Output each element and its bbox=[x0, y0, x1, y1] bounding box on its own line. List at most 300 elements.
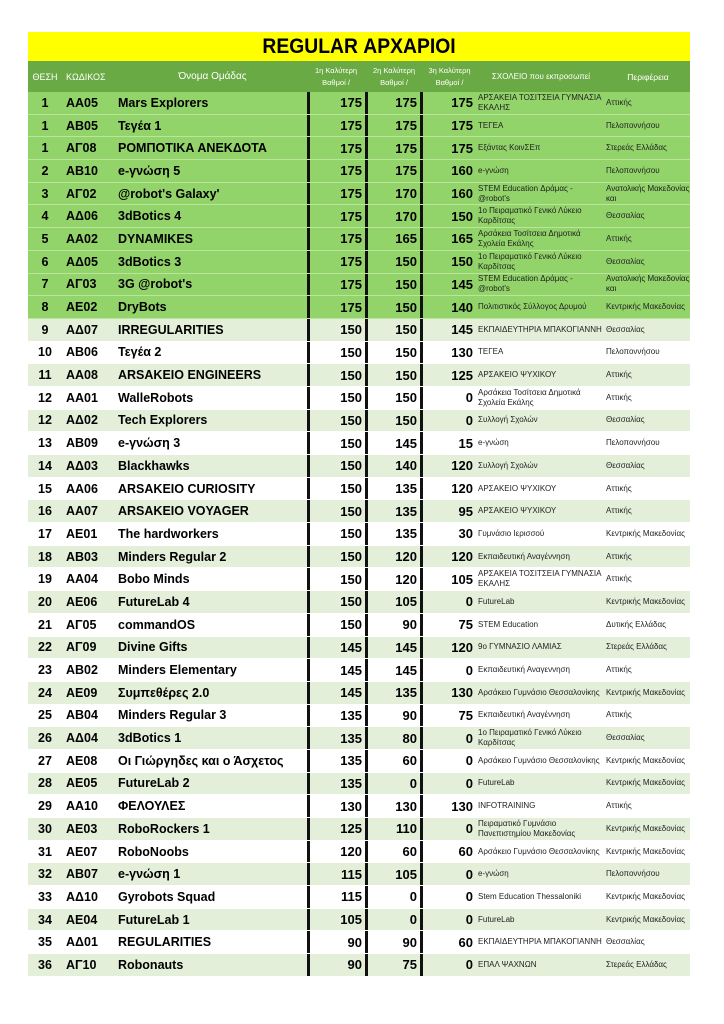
team-name-cell: The hardworkers bbox=[118, 526, 219, 541]
position-cell: 31 bbox=[38, 844, 52, 859]
table-row bbox=[28, 841, 690, 864]
school-cell: 1ο Πειραματικό Γενικό Λύκειο Καρδίτσας bbox=[478, 728, 582, 748]
score3-cell: 0 bbox=[465, 753, 473, 769]
code-cell: ΑΒ06 bbox=[66, 345, 98, 360]
table-row bbox=[28, 682, 690, 705]
score3-cell: 160 bbox=[451, 163, 473, 179]
school-cell: Εκπαιδευτική Αναγεννηση bbox=[478, 665, 570, 675]
score2-cell: 150 bbox=[365, 274, 423, 296]
table-row bbox=[28, 795, 690, 818]
region-cell: Κεντρικής Μακεδονίας bbox=[606, 891, 685, 901]
score3-cell: 0 bbox=[465, 866, 473, 882]
school-cell: Εξάντας ΚοινΣΕπ bbox=[478, 143, 541, 153]
score2-cell: 90 bbox=[365, 705, 423, 727]
region-cell: Αττικής bbox=[606, 710, 632, 720]
score1-cell: 150 bbox=[307, 523, 365, 545]
position-cell: 8 bbox=[41, 300, 49, 315]
score1-cell: 175 bbox=[307, 274, 365, 296]
score3-cell: 0 bbox=[465, 594, 473, 610]
region-cell: Στερεάς Ελλάδας bbox=[606, 642, 667, 652]
score3-cell: 0 bbox=[465, 662, 473, 678]
score1-cell: 120 bbox=[307, 841, 365, 863]
region-cell: Θεσσαλίας bbox=[606, 937, 645, 947]
score2-cell: 150 bbox=[365, 387, 423, 409]
table-row bbox=[28, 478, 690, 501]
score2-cell: 175 bbox=[365, 115, 423, 137]
region-cell: Στερεάς Ελλάδας bbox=[606, 959, 667, 969]
table-row bbox=[28, 410, 690, 433]
table-row bbox=[28, 432, 690, 455]
table-row bbox=[28, 274, 690, 297]
school-cell: ΑΡΣΑΚΕΙΟ ΨΥΧΙΚΟΥ bbox=[478, 370, 557, 380]
school-cell: STEM Education Δράμας - @robot's bbox=[478, 183, 573, 203]
position-cell: 18 bbox=[38, 549, 52, 564]
team-name-cell: Bobo Minds bbox=[118, 572, 190, 587]
region-cell: Θεσσαλίας bbox=[606, 733, 645, 743]
code-cell: ΑΑ06 bbox=[66, 481, 98, 496]
header-region: Περιφέρεια bbox=[627, 71, 669, 82]
table-row bbox=[28, 160, 690, 183]
score2-cell: 170 bbox=[365, 205, 423, 227]
position-cell: 21 bbox=[38, 617, 52, 632]
score3-cell: 95 bbox=[458, 503, 473, 519]
school-cell: Αρσάκειο Γυμνάσιο Θεσσαλονίκης bbox=[478, 755, 600, 765]
position-cell: 9 bbox=[41, 322, 49, 337]
region-cell: Κεντρικής Μακεδονίας bbox=[606, 846, 685, 856]
code-cell: ΑΔ06 bbox=[66, 209, 98, 224]
score2-cell: 0 bbox=[365, 773, 423, 795]
table-row bbox=[28, 818, 690, 841]
header-code: ΚΩΔΙΚΟΣ bbox=[66, 71, 106, 82]
code-cell: ΑΑ05 bbox=[66, 95, 98, 110]
score1-cell: 175 bbox=[307, 115, 365, 137]
school-cell: Γυμνάσιο Ιερισσού bbox=[478, 528, 545, 538]
region-cell: Κεντρικής Μακεδονίας bbox=[606, 914, 685, 924]
position-cell: 1 bbox=[41, 95, 49, 110]
team-name-cell: DryBots bbox=[118, 300, 167, 315]
table-row bbox=[28, 727, 690, 750]
position-cell: 3 bbox=[41, 186, 49, 201]
table-row bbox=[28, 863, 690, 886]
score2-cell: 75 bbox=[365, 954, 423, 976]
team-name-cell: @robot's Galaxy' bbox=[118, 186, 220, 201]
score2-cell: 135 bbox=[365, 478, 423, 500]
code-cell: ΑΕ07 bbox=[66, 844, 98, 859]
table-row bbox=[28, 92, 690, 115]
code-cell: ΑΓ08 bbox=[66, 141, 97, 156]
position-cell: 10 bbox=[38, 345, 52, 360]
score2-cell: 0 bbox=[365, 909, 423, 931]
code-cell: ΑΓ09 bbox=[66, 640, 97, 655]
team-name-cell: Minders Elementary bbox=[118, 663, 237, 678]
code-cell: ΑΕ04 bbox=[66, 912, 98, 927]
score1-cell: 90 bbox=[307, 931, 365, 953]
position-cell: 16 bbox=[38, 504, 52, 519]
team-name-cell: Blackhawks bbox=[118, 458, 190, 473]
school-cell: STEM Education Δράμας - @robot's bbox=[478, 274, 573, 294]
score2-cell: 135 bbox=[365, 523, 423, 545]
score2-cell: 150 bbox=[365, 364, 423, 386]
code-cell: ΑΔ01 bbox=[66, 935, 98, 950]
score3-cell: 0 bbox=[465, 775, 473, 791]
code-cell: ΑΕ09 bbox=[66, 685, 98, 700]
header-position: ΘΕΣΗ bbox=[32, 71, 58, 82]
school-cell: ΑΡΣΑΚΕΙΟ ΨΥΧΙΚΟΥ bbox=[478, 506, 557, 516]
region-cell: Πελοποννήσου bbox=[606, 347, 660, 357]
team-name-cell: e-γνώση 1 bbox=[118, 867, 181, 882]
team-name-cell: 3dBotics 1 bbox=[118, 731, 182, 746]
code-cell: ΑΓ05 bbox=[66, 617, 97, 632]
code-cell: ΑΓ02 bbox=[66, 186, 97, 201]
score1-cell: 105 bbox=[307, 909, 365, 931]
position-cell: 7 bbox=[41, 277, 49, 292]
score2-cell: 150 bbox=[365, 251, 423, 273]
team-name-cell: Οι Γιώργηδες και ο Άσχετος bbox=[118, 753, 284, 768]
region-cell: Πελοποννήσου bbox=[606, 869, 660, 879]
code-cell: ΑΕ06 bbox=[66, 594, 98, 609]
score3-cell: 150 bbox=[451, 254, 473, 270]
school-cell: ΑΡΣΑΚΕΙΟ ΨΥΧΙΚΟΥ bbox=[478, 483, 557, 493]
school-cell: e-γνώση bbox=[478, 869, 509, 879]
region-cell: Αττικής bbox=[606, 370, 632, 380]
team-name-cell: Mars Explorers bbox=[118, 95, 209, 110]
score3-cell: 145 bbox=[451, 276, 473, 292]
table-row bbox=[28, 546, 690, 569]
score2-cell: 135 bbox=[365, 500, 423, 522]
score1-cell: 115 bbox=[307, 863, 365, 885]
school-cell: ΤΕΓΕΑ bbox=[478, 347, 504, 357]
table-row bbox=[28, 455, 690, 478]
score1-cell: 145 bbox=[307, 659, 365, 681]
team-name-cell: Minders Regular 3 bbox=[118, 708, 227, 723]
score1-cell: 145 bbox=[307, 637, 365, 659]
score3-cell: 150 bbox=[451, 208, 473, 224]
score3-cell: 75 bbox=[458, 707, 473, 723]
score1-cell: 150 bbox=[307, 614, 365, 636]
table-row bbox=[28, 954, 690, 977]
code-cell: ΑΕ08 bbox=[66, 753, 98, 768]
score1-cell: 150 bbox=[307, 591, 365, 613]
team-name-cell: commandOS bbox=[118, 617, 196, 632]
score1-cell: 145 bbox=[307, 682, 365, 704]
score2-cell: 150 bbox=[365, 319, 423, 341]
score1-cell: 175 bbox=[307, 296, 365, 318]
score1-cell: 150 bbox=[307, 568, 365, 590]
table-row bbox=[28, 614, 690, 637]
team-name-cell: Τεγέα 2 bbox=[118, 345, 162, 360]
table-row bbox=[28, 659, 690, 682]
team-name-cell: IRREGULARITIES bbox=[118, 322, 224, 337]
score2-cell: 105 bbox=[365, 863, 423, 885]
score2-cell: 175 bbox=[365, 160, 423, 182]
table-row bbox=[28, 342, 690, 365]
team-name-cell: 3dBotics 3 bbox=[118, 254, 182, 269]
score2-cell: 150 bbox=[365, 342, 423, 364]
score1-cell: 130 bbox=[307, 795, 365, 817]
region-cell: Θεσσαλίας bbox=[606, 460, 645, 470]
region-cell: Θεσσαλίας bbox=[606, 415, 645, 425]
score3-cell: 160 bbox=[451, 186, 473, 202]
position-cell: 15 bbox=[38, 481, 52, 496]
region-cell: Στερεάς Ελλάδας bbox=[606, 143, 667, 153]
team-name-cell: FutureLab 4 bbox=[118, 594, 190, 609]
region-cell: Θεσσαλίας bbox=[606, 324, 645, 334]
score2-cell: 90 bbox=[365, 931, 423, 953]
score2-cell: 145 bbox=[365, 432, 423, 454]
position-cell: 33 bbox=[38, 889, 52, 904]
score3-cell: 130 bbox=[451, 344, 473, 360]
region-cell: Κεντρικής Μακεδονίας bbox=[606, 687, 685, 697]
code-cell: ΑΑ07 bbox=[66, 504, 98, 519]
school-cell: ΑΡΣΑΚΕΙΑ ΤΟΣΙΤΣΕΙΑ ΓΥΜΝΑΣΙΑ ΕΚΑΛΗΣ bbox=[478, 92, 602, 112]
school-cell: Αρσάκεια Τοσίτσεια Δημοτικά Σχολεία Εκάλης bbox=[478, 228, 581, 248]
score3-cell: 145 bbox=[451, 322, 473, 338]
results-sheet bbox=[28, 32, 690, 977]
table-row bbox=[28, 568, 690, 591]
school-cell: FutureLab bbox=[478, 778, 515, 788]
school-cell: Αρσάκειο Γυμνάσιο Θεσσαλονίκης bbox=[478, 846, 600, 856]
team-name-cell: e-γνώση 5 bbox=[118, 163, 181, 178]
score1-cell: 150 bbox=[307, 455, 365, 477]
score2-cell: 170 bbox=[365, 183, 423, 205]
score1-cell: 150 bbox=[307, 342, 365, 364]
team-name-cell: e-γνώση 3 bbox=[118, 436, 181, 451]
region-cell: Πελοποννήσου bbox=[606, 438, 660, 448]
score2-cell: 60 bbox=[365, 750, 423, 772]
code-cell: ΑΒ03 bbox=[66, 549, 98, 564]
region-cell: Θεσσαλίας bbox=[606, 256, 645, 266]
school-cell: Εκπαιδευτική Αναγέννηση bbox=[478, 551, 570, 561]
school-cell: 1ο Πειραματικό Γενικό Λύκειο Καρδίτσας bbox=[478, 206, 582, 226]
code-cell: ΑΑ04 bbox=[66, 572, 98, 587]
region-cell: Θεσσαλίας bbox=[606, 211, 645, 221]
position-cell: 2 bbox=[41, 163, 49, 178]
score3-cell: 175 bbox=[451, 118, 473, 134]
score2-cell: 60 bbox=[365, 841, 423, 863]
table-row bbox=[28, 886, 690, 909]
region-cell: Πελοποννήσου bbox=[606, 120, 660, 130]
score1-cell: 135 bbox=[307, 773, 365, 795]
team-name-cell: ARSAKEIO CURIOSITY bbox=[118, 481, 256, 496]
code-cell: ΑΕ03 bbox=[66, 821, 98, 836]
score3-cell: 130 bbox=[451, 798, 473, 814]
team-name-cell: Tech Explorers bbox=[118, 413, 208, 428]
school-cell: Αρσάκειο Γυμνάσιο Θεσσαλονίκης bbox=[478, 687, 600, 697]
score1-cell: 150 bbox=[307, 364, 365, 386]
position-cell: 35 bbox=[38, 935, 52, 950]
team-name-cell: Divine Gifts bbox=[118, 640, 188, 655]
table-row bbox=[28, 137, 690, 160]
position-cell: 12 bbox=[38, 390, 52, 405]
position-cell: 5 bbox=[41, 231, 49, 246]
header-score2: 2η Καλύτερη Βαθμοί / bbox=[372, 65, 416, 87]
score1-cell: 150 bbox=[307, 478, 365, 500]
score3-cell: 0 bbox=[465, 912, 473, 928]
team-name-cell: Συμπεθέρες 2.0 bbox=[118, 685, 210, 700]
school-cell: ΑΡΣΑΚΕΙΑ ΤΟΣΙΤΣΕΙΑ ΓΥΜΝΑΣΙΑ ΕΚΑΛΗΣ bbox=[478, 569, 602, 589]
school-cell: STEM Education bbox=[478, 619, 539, 629]
table-row bbox=[28, 773, 690, 796]
position-cell: 23 bbox=[38, 663, 52, 678]
score2-cell: 145 bbox=[365, 637, 423, 659]
score2-cell: 135 bbox=[365, 682, 423, 704]
team-name-cell: Robonauts bbox=[118, 957, 184, 972]
school-cell: ΤΕΓΕΑ bbox=[478, 120, 504, 130]
score1-cell: 175 bbox=[307, 183, 365, 205]
score3-cell: 75 bbox=[458, 617, 473, 633]
team-name-cell: Τεγέα 1 bbox=[118, 118, 162, 133]
position-cell: 4 bbox=[41, 209, 49, 224]
school-cell: Πολιτιστικός Σύλλογος Δρυμού bbox=[478, 302, 587, 312]
team-name-cell: Minders Regular 2 bbox=[118, 549, 227, 564]
code-cell: ΑΑ10 bbox=[66, 799, 98, 814]
school-cell: 1ο Πειραματικό Γενικό Λύκειο Καρδίτσας bbox=[478, 251, 582, 271]
school-cell: ΕΚΠΑΙΔΕΥΤΗΡΙΑ ΜΠΑΚΟΓΙΑΝΝΗ bbox=[478, 324, 602, 334]
score1-cell: 175 bbox=[307, 228, 365, 250]
table-row bbox=[28, 931, 690, 954]
table-row bbox=[28, 228, 690, 251]
team-name-cell: DYNAMIKES bbox=[118, 231, 194, 246]
region-cell: Κεντρικής Μακεδονίας bbox=[606, 302, 685, 312]
region-cell: Αττικής bbox=[606, 483, 632, 493]
position-cell: 13 bbox=[38, 436, 52, 451]
code-cell: ΑΑ08 bbox=[66, 368, 98, 383]
score1-cell: 115 bbox=[307, 886, 365, 908]
region-cell: Αττικής bbox=[606, 801, 632, 811]
region-cell: Αττικής bbox=[606, 392, 632, 402]
score1-cell: 135 bbox=[307, 727, 365, 749]
region-cell: Αττικής bbox=[606, 506, 632, 516]
region-cell: Ανατολικής Μακεδονίας και bbox=[606, 183, 690, 203]
code-cell: ΑΔ07 bbox=[66, 322, 98, 337]
position-cell: 1 bbox=[41, 118, 49, 133]
region-cell: Αττικής bbox=[606, 665, 632, 675]
school-cell: e-γνώση bbox=[478, 165, 509, 175]
score2-cell: 90 bbox=[365, 614, 423, 636]
position-cell: 24 bbox=[38, 685, 52, 700]
table-row bbox=[28, 523, 690, 546]
score3-cell: 0 bbox=[465, 412, 473, 428]
position-cell: 11 bbox=[38, 368, 52, 383]
school-cell: Συλλογή Σχολών bbox=[478, 415, 538, 425]
school-cell: Αρσάκεια Τοσίτσεια Δημοτικά Σχολεία Εκάλης bbox=[478, 387, 581, 407]
table-row bbox=[28, 364, 690, 387]
score2-cell: 120 bbox=[365, 546, 423, 568]
position-cell: 20 bbox=[38, 594, 52, 609]
score3-cell: 60 bbox=[458, 934, 473, 950]
header-school: ΣΧΟΛΕΙΟ που εκπροσωπεί bbox=[491, 72, 591, 81]
score3-cell: 120 bbox=[451, 458, 473, 474]
position-cell: 30 bbox=[38, 821, 52, 836]
score3-cell: 175 bbox=[451, 140, 473, 156]
team-name-cell: ΡΟΜΠΟΤΙΚΑ ΑΝΕΚΔΟΤΑ bbox=[118, 141, 267, 156]
team-name-cell: ARSAKEIO VOYAGER bbox=[118, 504, 249, 519]
position-cell: 28 bbox=[38, 776, 52, 791]
score1-cell: 150 bbox=[307, 319, 365, 341]
score2-cell: 105 bbox=[365, 591, 423, 613]
team-name-cell: 3dBotics 4 bbox=[118, 209, 182, 224]
table-row bbox=[28, 296, 690, 319]
position-cell: 6 bbox=[41, 254, 49, 269]
table-row bbox=[28, 387, 690, 410]
score3-cell: 0 bbox=[465, 889, 473, 905]
code-cell: ΑΕ01 bbox=[66, 526, 98, 541]
position-cell: 36 bbox=[38, 957, 52, 972]
table-row bbox=[28, 637, 690, 660]
table-row bbox=[28, 183, 690, 206]
school-cell: ΕΠΑΛ ΨΑΧΝΩΝ bbox=[478, 959, 537, 969]
score1-cell: 125 bbox=[307, 818, 365, 840]
region-cell: Πελοποννήσου bbox=[606, 165, 660, 175]
score3-cell: 15 bbox=[458, 435, 473, 451]
score1-cell: 150 bbox=[307, 432, 365, 454]
region-cell: Κεντρικής Μακεδονίας bbox=[606, 755, 685, 765]
code-cell: ΑΕ05 bbox=[66, 776, 98, 791]
code-cell: ΑΒ07 bbox=[66, 867, 98, 882]
school-cell: FutureLab bbox=[478, 596, 515, 606]
score3-cell: 120 bbox=[451, 481, 473, 497]
code-cell: ΑΒ10 bbox=[66, 163, 98, 178]
region-cell: Κεντρικής Μακεδονίας bbox=[606, 596, 685, 606]
team-name-cell: RoboNoobs bbox=[118, 844, 189, 859]
position-cell: 29 bbox=[38, 799, 52, 814]
score1-cell: 175 bbox=[307, 92, 365, 114]
position-cell: 12 bbox=[38, 413, 52, 428]
code-cell: ΑΓ10 bbox=[66, 957, 97, 972]
team-name-cell: RoboRockers 1 bbox=[118, 821, 210, 836]
table-row bbox=[28, 705, 690, 728]
score1-cell: 150 bbox=[307, 410, 365, 432]
region-cell: Αττικής bbox=[606, 551, 632, 561]
team-name-cell: FutureLab 1 bbox=[118, 912, 190, 927]
score2-cell: 145 bbox=[365, 659, 423, 681]
position-cell: 34 bbox=[38, 912, 52, 927]
region-cell: Αττικής bbox=[606, 574, 632, 584]
region-cell: Αττικής bbox=[606, 233, 632, 243]
score2-cell: 80 bbox=[365, 727, 423, 749]
score3-cell: 125 bbox=[451, 367, 473, 383]
region-cell: Δυτικής Ελλάδας bbox=[606, 619, 666, 629]
score3-cell: 0 bbox=[465, 821, 473, 837]
score2-cell: 165 bbox=[365, 228, 423, 250]
code-cell: ΑΔ03 bbox=[66, 458, 98, 473]
score3-cell: 130 bbox=[451, 685, 473, 701]
score3-cell: 175 bbox=[451, 95, 473, 111]
position-cell: 19 bbox=[38, 572, 52, 587]
position-cell: 32 bbox=[38, 867, 52, 882]
table-row bbox=[28, 205, 690, 228]
code-cell: ΑΒ04 bbox=[66, 708, 98, 723]
title-bar bbox=[28, 32, 690, 61]
position-cell: 22 bbox=[38, 640, 52, 655]
score1-cell: 175 bbox=[307, 205, 365, 227]
code-cell: ΑΑ01 bbox=[66, 390, 98, 405]
code-cell: ΑΕ02 bbox=[66, 300, 98, 315]
score1-cell: 150 bbox=[307, 500, 365, 522]
code-cell: ΑΑ02 bbox=[66, 231, 98, 246]
table-row bbox=[28, 319, 690, 342]
school-cell: FutureLab bbox=[478, 914, 515, 924]
score1-cell: 135 bbox=[307, 750, 365, 772]
code-cell: ΑΔ02 bbox=[66, 413, 98, 428]
table-row bbox=[28, 909, 690, 932]
position-cell: 1 bbox=[41, 141, 49, 156]
code-cell: ΑΒ05 bbox=[66, 118, 98, 133]
code-cell: ΑΔ10 bbox=[66, 889, 98, 904]
header-score1: 1η Καλύτερη Βαθμοί / bbox=[314, 65, 358, 87]
score3-cell: 140 bbox=[451, 299, 473, 315]
school-cell: e-γνώση bbox=[478, 438, 509, 448]
